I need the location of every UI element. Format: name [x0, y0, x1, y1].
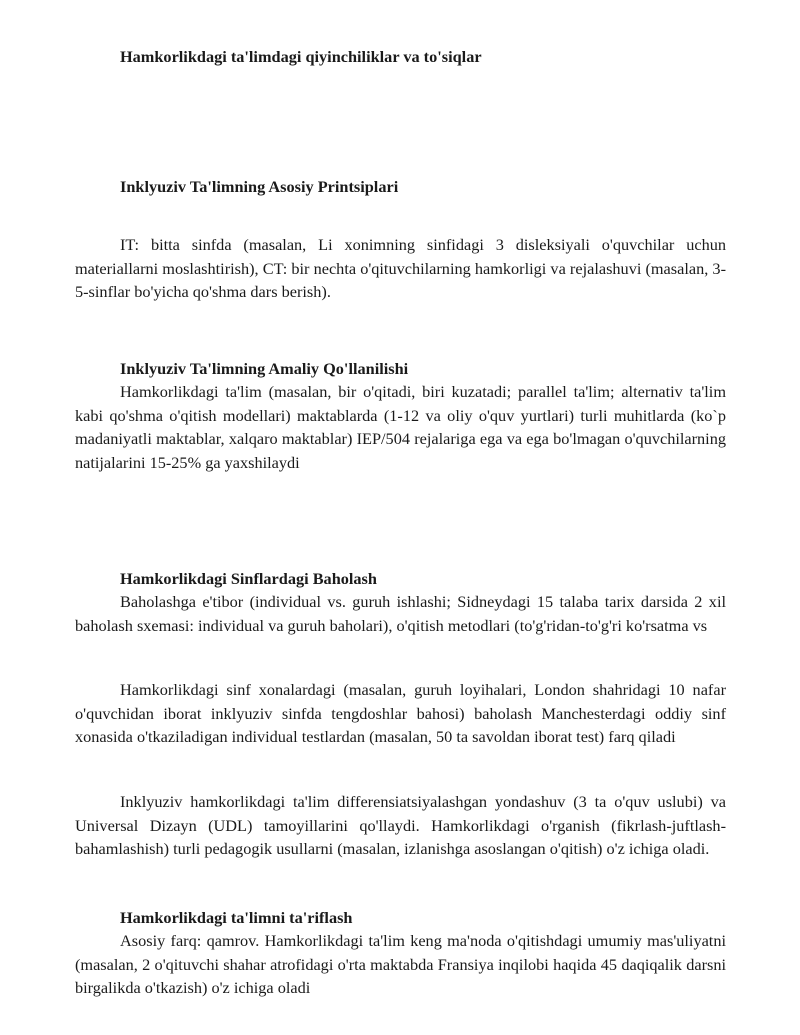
paragraph: Hamkorlikdagi ta'lim (masalan, bir o'qitadi, biri kuzatadi; parallel ta'lim; alternativ ta'lim kabi qo'shma o'qitish modellari) maktablarda (1-12 va oliy o'quv yurtlari) turli muhitlarda (ko`p madaniyatli maktablar, xalqaro maktablar) IEP/504 rejalariga ega va ega bo'lmagan o'quvchilarning natijalarini 15-25% ga yaxshilaydi: [75, 382, 726, 472]
section-heading: Hamkorlikdagi Sinflardagi Baholash: [120, 569, 377, 588]
paragraph: IT: bitta sinfda (masalan, Li xonimning sinfidagi 3 disleksiyali o'quvchilar uchun materiallarni moslashtirish), CT: bir nechta o'qituvchilarning hamkorligi va rejalashuvi (masalan, 3-5-sinflar bo'yicha qo'shma dars berish).: [75, 235, 726, 302]
paragraph: Inklyuziv hamkorlikdagi ta'lim differensiatsiyalashgan yondashuv (3 ta o'quv uslubi) va Universal Dizayn (UDL) tamoyillarini qo'llaydi. Hamkorlikdagi o'rganish (fikrlash-juftlash-bahamlashish) turli pedagogik usullarni (masalan, izlanishga asoslangan o'qitish) o'z ichiga oladi.: [75, 792, 726, 859]
section-heading: Hamkorlikdagi ta'limni ta'riflash: [120, 908, 353, 927]
paragraph: Baholashga e'tibor (individual vs. guruh ishlashi; Sidneydagi 15 talaba tarix darsida 2 xil baholash sxemasi: individual va guruh baholari), o'qitish metodlari (to'g'ridan-to'g'ri ko'rsatma vs: [75, 592, 726, 635]
section-heading: Inklyuziv Ta'limning Asosiy Printsiplari: [120, 177, 399, 196]
paragraph: Hamkorlikdagi sinf xonalardagi (masalan, guruh loyihalari, London shahridagi 10 nafar o'quvchidan iborat inklyuziv sinfda tengdoshlar bahosi) baholash Manchesterdagi oddiy sinf xonasida o'tkaziladigan individual testlardan (masalan, 50 ta savoldan iborat test) farq qiladi: [75, 680, 726, 747]
paragraph: Asosiy farq: qamrov. Hamkorlikdagi ta'lim keng ma'noda o'qitishdagi umumiy mas'uliyatni (masalan, 2 o'qituvchi shahar atrofidagi o'rta maktabda Fransiya inqilobi haqida 45 daqiqalik darsni birgalikda o'tkazish) o'z ichiga oladi: [75, 931, 726, 998]
section-heading: Inklyuziv Ta'limning Amaliy Qo'llanilishi: [120, 359, 409, 378]
document-title: Hamkorlikdagi ta'limdagi qiyinchiliklar va to'siqlar: [120, 47, 482, 66]
